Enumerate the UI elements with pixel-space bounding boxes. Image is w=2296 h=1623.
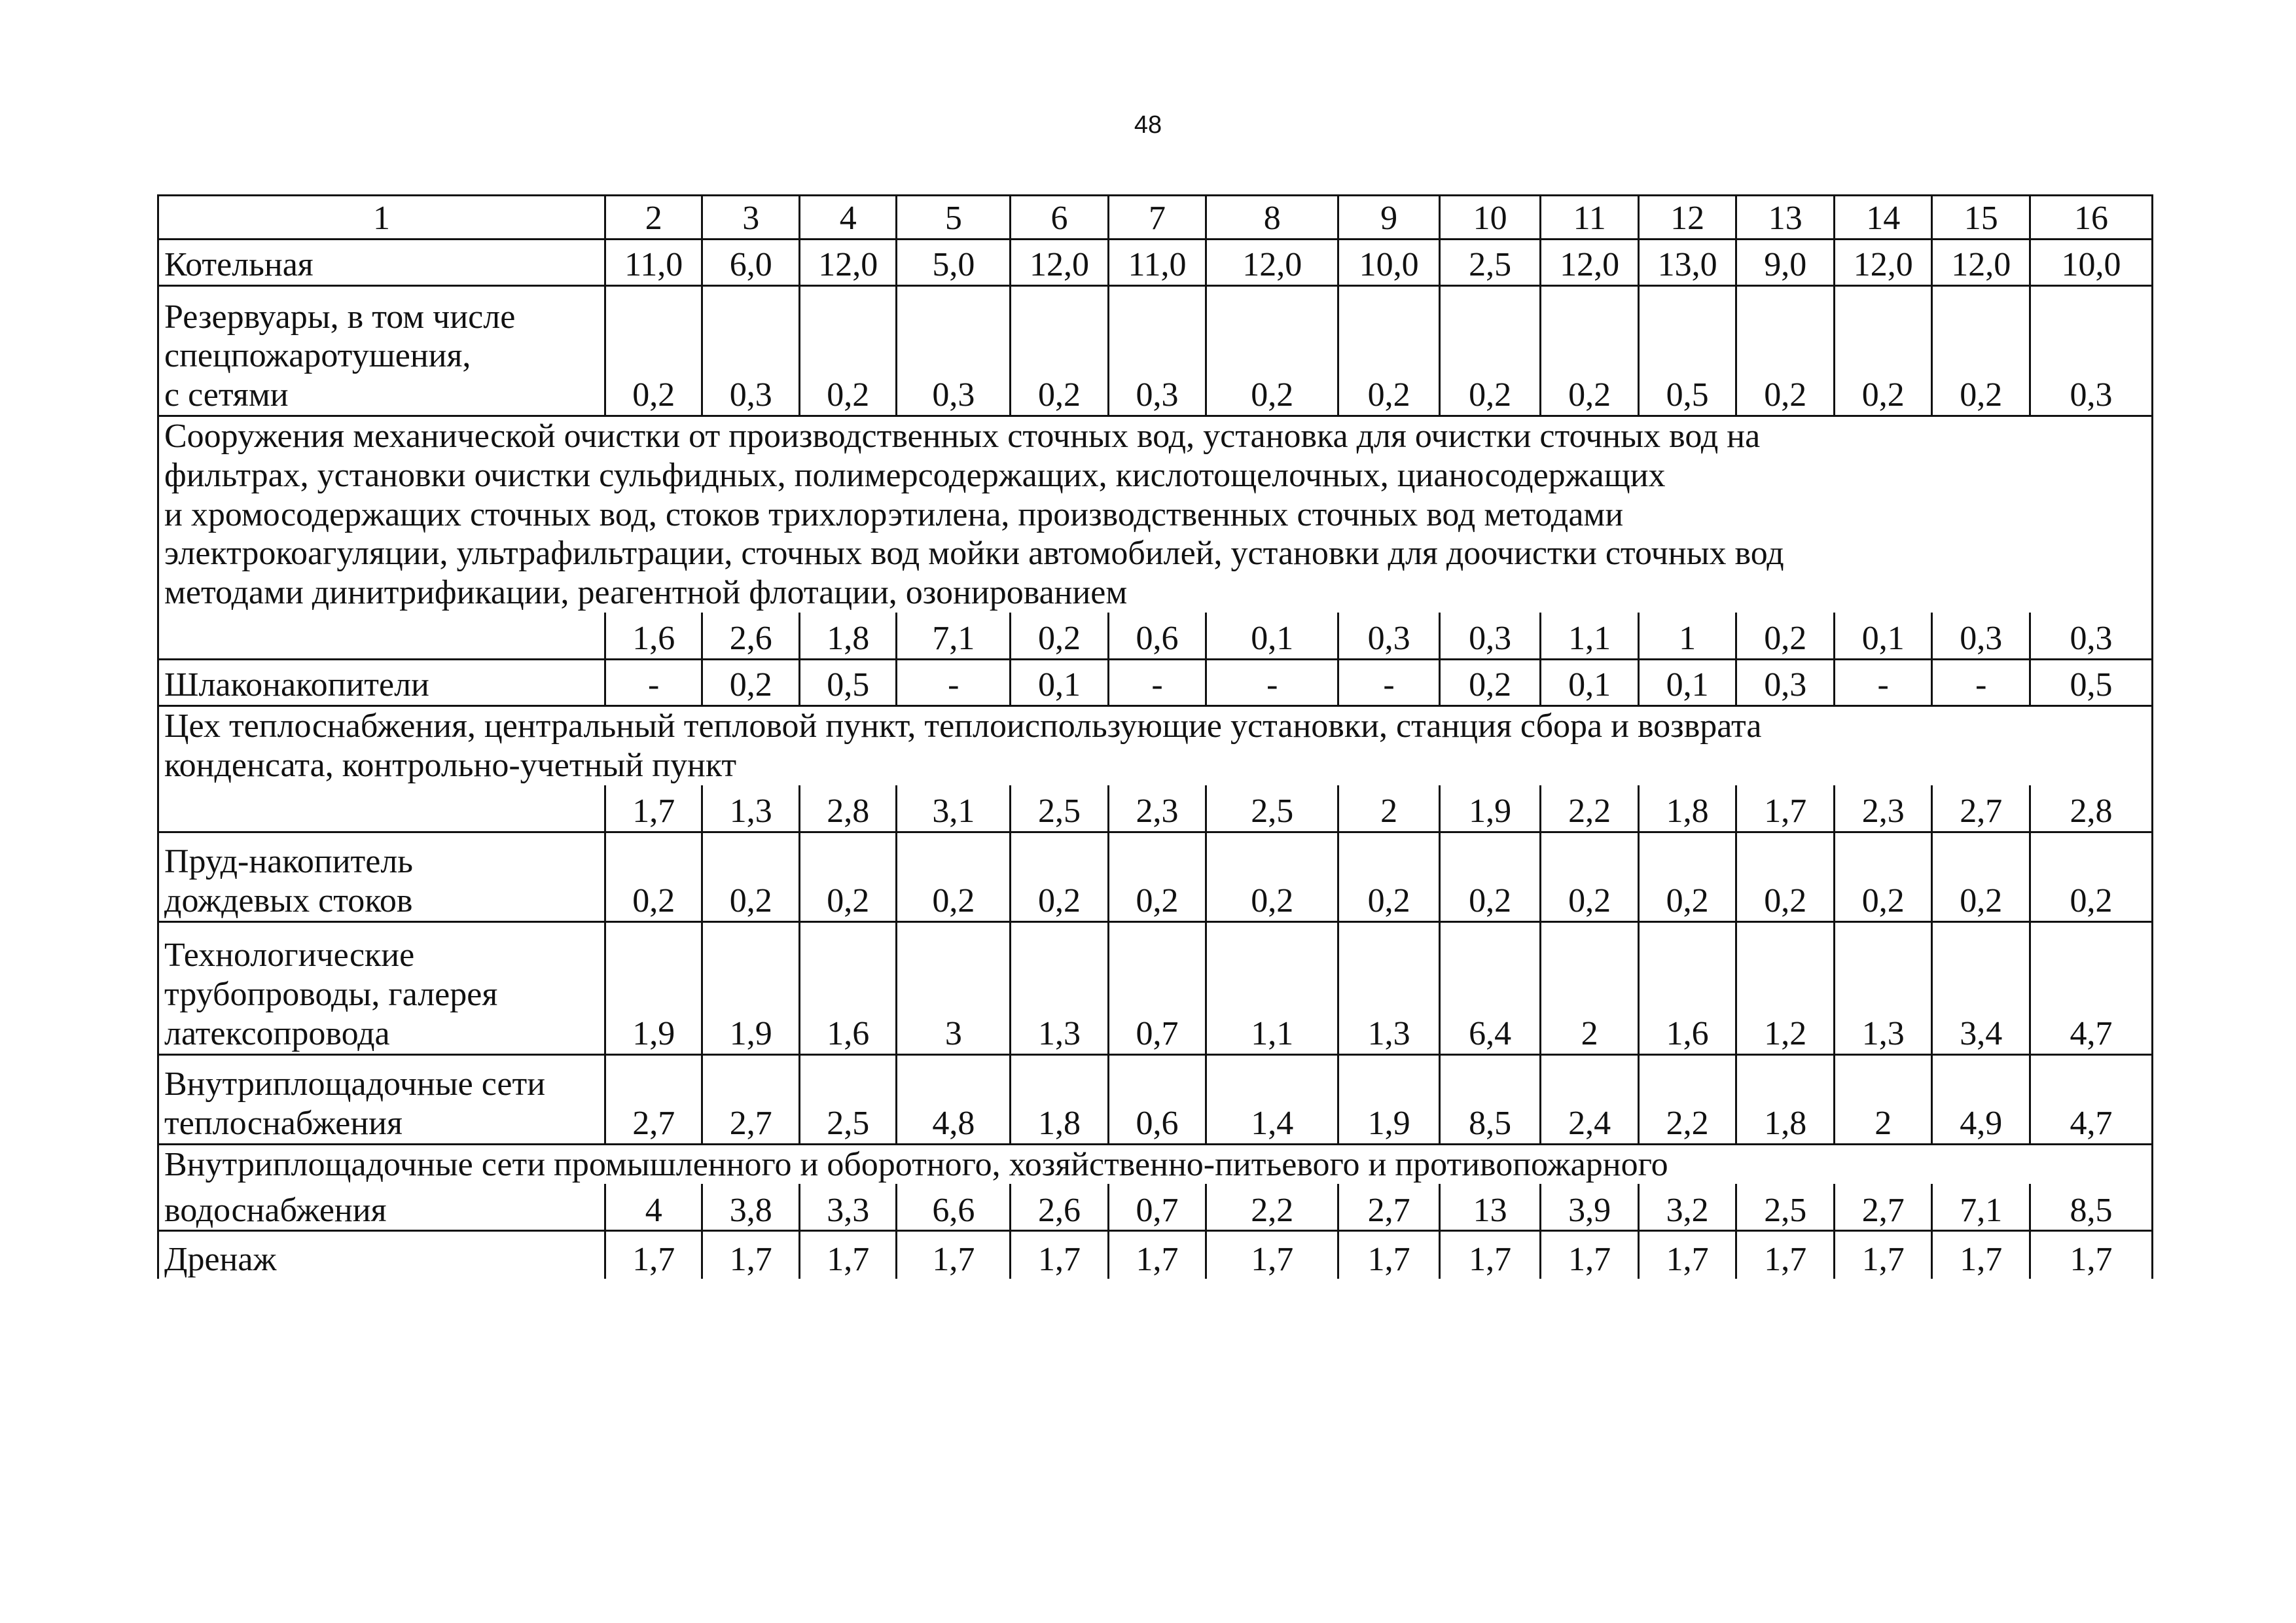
value-cell: 0,2 <box>1834 832 1932 921</box>
value-cell: 3,9 <box>1541 1184 1639 1231</box>
value-cell: 12,0 <box>1541 240 1639 286</box>
value-cell: - <box>605 659 702 705</box>
value-cell: 0,2 <box>1439 286 1541 416</box>
value-cell: 1,9 <box>605 921 702 1054</box>
table-row <box>158 832 2153 921</box>
value-cell: 0,2 <box>2030 832 2152 921</box>
value-cell: 0,1 <box>1541 659 1639 705</box>
header-cell: 11 <box>1541 196 1639 240</box>
row-label: Котельная <box>158 240 605 286</box>
value-cell: 0,2 <box>799 286 897 416</box>
table-row <box>158 240 2153 286</box>
value-cell: 1,6 <box>605 613 702 660</box>
value-cell: 0,2 <box>605 286 702 416</box>
value-cell: 1,9 <box>1338 1054 1440 1144</box>
value-cell: 0,5 <box>1638 286 1736 416</box>
value-cell: 0,6 <box>1108 1054 1206 1144</box>
value-cell: 0,3 <box>1932 613 2030 660</box>
value-cell: 1,1 <box>1206 921 1338 1054</box>
value-cell: 2,7 <box>1834 1184 1932 1231</box>
value-cell: 0,3 <box>2030 286 2152 416</box>
value-cell: 1 <box>1638 613 1736 660</box>
row-label: водоснабжения <box>158 1184 605 1231</box>
value-cell: 8,5 <box>2030 1184 2152 1231</box>
value-cell: 12,0 <box>1011 240 1109 286</box>
header-cell: 7 <box>1108 196 1206 240</box>
value-cell: 0,2 <box>1541 832 1639 921</box>
value-cell: 1,2 <box>1736 921 1835 1054</box>
value-cell: 1,7 <box>799 1231 897 1279</box>
row-label: Дренаж <box>158 1231 605 1279</box>
value-cell: 0,3 <box>897 286 1011 416</box>
value-cell: 4 <box>605 1184 702 1231</box>
value-cell: 4,7 <box>2030 1054 2152 1144</box>
value-cell: 0,2 <box>897 832 1011 921</box>
header-cell: 2 <box>605 196 702 240</box>
value-cell: 0,2 <box>702 832 800 921</box>
header-cell: 14 <box>1834 196 1932 240</box>
page-number: 48 <box>1134 111 1162 139</box>
value-cell: 1,7 <box>2030 1231 2152 1279</box>
value-cell: 0,1 <box>1011 659 1109 705</box>
table-row <box>158 1054 2153 1144</box>
value-cell: 2,7 <box>605 1054 702 1144</box>
table-row <box>158 785 2153 832</box>
value-cell: 2,5 <box>1736 1184 1835 1231</box>
row-label: Внутриплощадочные сети теплоснабжения <box>158 1054 605 1144</box>
value-cell: 3,4 <box>1932 921 2030 1054</box>
value-cell: 2,6 <box>1011 1184 1109 1231</box>
row-label: Шлаконакопители <box>158 659 605 705</box>
header-cell: 10 <box>1439 196 1541 240</box>
section-title: Сооружения механической очистки от производственных сточных вод, установка для очистки сточных вод на фильтрах, установки очистки сульфидных, полимерсодержащих, кислотощелочных, цианосодержащих и хромосодержащих сточных вод, стоков трихлорэтилена, производственных сточных вод методами электрокоагуляции, ультрафильтрации, сточных вод мойки автомобилей, установки для доочистки сточных вод методами динитрификации, реагентной флотации, озонированием <box>158 416 2153 613</box>
value-cell: 0,2 <box>1011 286 1109 416</box>
value-cell: 0,1 <box>1834 613 1932 660</box>
value-cell: 11,0 <box>1108 240 1206 286</box>
value-cell: 2,7 <box>1932 785 2030 832</box>
value-cell: 1,7 <box>1439 1231 1541 1279</box>
row-label: Пруд-накопитель дождевых стоков <box>158 832 605 921</box>
value-cell: 1,7 <box>1932 1231 2030 1279</box>
value-cell: 0,2 <box>1206 832 1338 921</box>
value-cell: 2,3 <box>1108 785 1206 832</box>
value-cell: 3,1 <box>897 785 1011 832</box>
value-cell: 1,8 <box>799 613 897 660</box>
value-cell: 1,3 <box>1338 921 1440 1054</box>
row-label <box>158 785 605 832</box>
value-cell: 1,3 <box>1011 921 1109 1054</box>
value-cell: 0,2 <box>1736 832 1835 921</box>
value-cell: 0,2 <box>1736 286 1835 416</box>
value-cell: 10,0 <box>2030 240 2152 286</box>
value-cell: 7,1 <box>897 613 1011 660</box>
header-cell: 15 <box>1932 196 2030 240</box>
value-cell: 13,0 <box>1638 240 1736 286</box>
value-cell: 1,7 <box>1736 785 1835 832</box>
value-cell: 8,5 <box>1439 1054 1541 1144</box>
value-cell: 1,7 <box>605 1231 702 1279</box>
value-cell: 10,0 <box>1338 240 1440 286</box>
value-cell: 0,7 <box>1108 1184 1206 1231</box>
value-cell: 0,3 <box>1108 286 1206 416</box>
table-row <box>158 1184 2153 1231</box>
value-cell: 1,7 <box>897 1231 1011 1279</box>
value-cell: 0,5 <box>2030 659 2152 705</box>
value-cell: 6,4 <box>1439 921 1541 1054</box>
value-cell: 1,7 <box>1541 1231 1639 1279</box>
value-cell: 0,2 <box>1206 286 1338 416</box>
value-cell: 1,7 <box>1338 1231 1440 1279</box>
value-cell: 0,2 <box>1439 832 1541 921</box>
section-title-row <box>158 416 2153 613</box>
row-label <box>158 613 605 660</box>
value-cell: 1,6 <box>1638 921 1736 1054</box>
header-row <box>158 196 2153 240</box>
value-cell: 2 <box>1338 785 1440 832</box>
value-cell: 0,5 <box>799 659 897 705</box>
value-cell: 2,6 <box>702 613 800 660</box>
header-cell: 5 <box>897 196 1011 240</box>
value-cell: 2,5 <box>1439 240 1541 286</box>
value-cell: 0,2 <box>1932 832 2030 921</box>
header-cell: 3 <box>702 196 800 240</box>
section-title-row <box>158 705 2153 785</box>
value-cell: 0,3 <box>1439 613 1541 660</box>
value-cell: 6,0 <box>702 240 800 286</box>
value-cell: 2,3 <box>1834 785 1932 832</box>
value-cell: 0,2 <box>1638 832 1736 921</box>
value-cell: 2,2 <box>1206 1184 1338 1231</box>
value-cell: 0,2 <box>1011 832 1109 921</box>
value-cell: - <box>1108 659 1206 705</box>
value-cell: 0,3 <box>1338 613 1440 660</box>
value-cell: 0,2 <box>1439 659 1541 705</box>
value-cell: 2,5 <box>1206 785 1338 832</box>
value-cell: 0,2 <box>1108 832 1206 921</box>
value-cell: 1,8 <box>1011 1054 1109 1144</box>
value-cell: 0,2 <box>799 832 897 921</box>
value-cell: 3,3 <box>799 1184 897 1231</box>
value-cell: 5,0 <box>897 240 1011 286</box>
value-cell: 0,2 <box>1736 613 1835 660</box>
value-cell: 1,8 <box>1736 1054 1835 1144</box>
value-cell: 2,5 <box>799 1054 897 1144</box>
value-cell: 1,7 <box>1206 1231 1338 1279</box>
value-cell: 6,6 <box>897 1184 1011 1231</box>
value-cell: 1,9 <box>702 921 800 1054</box>
data-table <box>157 194 2153 1279</box>
value-cell: 0,2 <box>605 832 702 921</box>
value-cell: 0,1 <box>1638 659 1736 705</box>
value-cell: 3,8 <box>702 1184 800 1231</box>
value-cell: 1,7 <box>702 1231 800 1279</box>
value-cell: 4,7 <box>2030 921 2152 1054</box>
value-cell: 3,2 <box>1638 1184 1736 1231</box>
table-row <box>158 921 2153 1054</box>
value-cell: 0,2 <box>1338 286 1440 416</box>
value-cell: 0,2 <box>1834 286 1932 416</box>
value-cell: 0,7 <box>1108 921 1206 1054</box>
value-cell: 1,4 <box>1206 1054 1338 1144</box>
value-cell: 0,2 <box>1541 286 1639 416</box>
table-row <box>158 1231 2153 1279</box>
header-cell: 13 <box>1736 196 1835 240</box>
value-cell: 0,2 <box>1338 832 1440 921</box>
value-cell: 2,2 <box>1638 1054 1736 1144</box>
value-cell: - <box>1206 659 1338 705</box>
value-cell: 1,3 <box>1834 921 1932 1054</box>
header-cell: 16 <box>2030 196 2152 240</box>
section-title: Цех теплоснабжения, центральный тепловой пункт, теплоиспользующие установки, станция сбора и возврата конденсата, контрольно-учетный пункт <box>158 705 2153 785</box>
value-cell: 0,6 <box>1108 613 1206 660</box>
value-cell: 1,7 <box>605 785 702 832</box>
value-cell: 0,2 <box>702 659 800 705</box>
header-cell: 9 <box>1338 196 1440 240</box>
value-cell: 2 <box>1541 921 1639 1054</box>
value-cell: 13 <box>1439 1184 1541 1231</box>
value-cell: 1,7 <box>1834 1231 1932 1279</box>
section-title: Внутриплощадочные сети промышленного и оборотного, хозяйственно-питьевого и противопожарного <box>158 1144 2153 1184</box>
header-cell: 4 <box>799 196 897 240</box>
value-cell: 12,0 <box>799 240 897 286</box>
value-cell: 9,0 <box>1736 240 1835 286</box>
value-cell: 2 <box>1834 1054 1932 1144</box>
value-cell: - <box>1834 659 1932 705</box>
header-cell: 1 <box>158 196 605 240</box>
value-cell: 0,2 <box>1011 613 1109 660</box>
row-label: Технологические трубопроводы, галерея латексопровода <box>158 921 605 1054</box>
value-cell: 0,1 <box>1206 613 1338 660</box>
table-row <box>158 286 2153 416</box>
value-cell: 1,7 <box>1638 1231 1736 1279</box>
value-cell: 0,2 <box>1932 286 2030 416</box>
value-cell: 2,8 <box>2030 785 2152 832</box>
value-cell: 2,2 <box>1541 785 1639 832</box>
value-cell: 1,8 <box>1638 785 1736 832</box>
value-cell: 2,8 <box>799 785 897 832</box>
value-cell: 0,3 <box>702 286 800 416</box>
table-row <box>158 659 2153 705</box>
section-title-row <box>158 1144 2153 1184</box>
value-cell: 12,0 <box>1834 240 1932 286</box>
value-cell: 0,3 <box>2030 613 2152 660</box>
value-cell: 2,4 <box>1541 1054 1639 1144</box>
header-cell: 6 <box>1011 196 1109 240</box>
value-cell: 2,7 <box>702 1054 800 1144</box>
value-cell: 0,3 <box>1736 659 1835 705</box>
value-cell: 4,8 <box>897 1054 1011 1144</box>
value-cell: 1,7 <box>1011 1231 1109 1279</box>
value-cell: 1,6 <box>799 921 897 1054</box>
value-cell: 1,7 <box>1736 1231 1835 1279</box>
value-cell: 1,1 <box>1541 613 1639 660</box>
header-cell: 12 <box>1638 196 1736 240</box>
row-label: Резервуары, в том числе спецпожаротушения, с сетями <box>158 286 605 416</box>
value-cell: 4,9 <box>1932 1054 2030 1144</box>
header-cell: 8 <box>1206 196 1338 240</box>
value-cell: 7,1 <box>1932 1184 2030 1231</box>
value-cell: 1,7 <box>1108 1231 1206 1279</box>
value-cell: 12,0 <box>1932 240 2030 286</box>
value-cell: 3 <box>897 921 1011 1054</box>
value-cell: - <box>1932 659 2030 705</box>
value-cell: 2,7 <box>1338 1184 1440 1231</box>
value-cell: 1,9 <box>1439 785 1541 832</box>
value-cell: - <box>1338 659 1440 705</box>
value-cell: 12,0 <box>1206 240 1338 286</box>
value-cell: 2,5 <box>1011 785 1109 832</box>
value-cell: - <box>897 659 1011 705</box>
table-row <box>158 613 2153 660</box>
value-cell: 1,3 <box>702 785 800 832</box>
value-cell: 11,0 <box>605 240 702 286</box>
